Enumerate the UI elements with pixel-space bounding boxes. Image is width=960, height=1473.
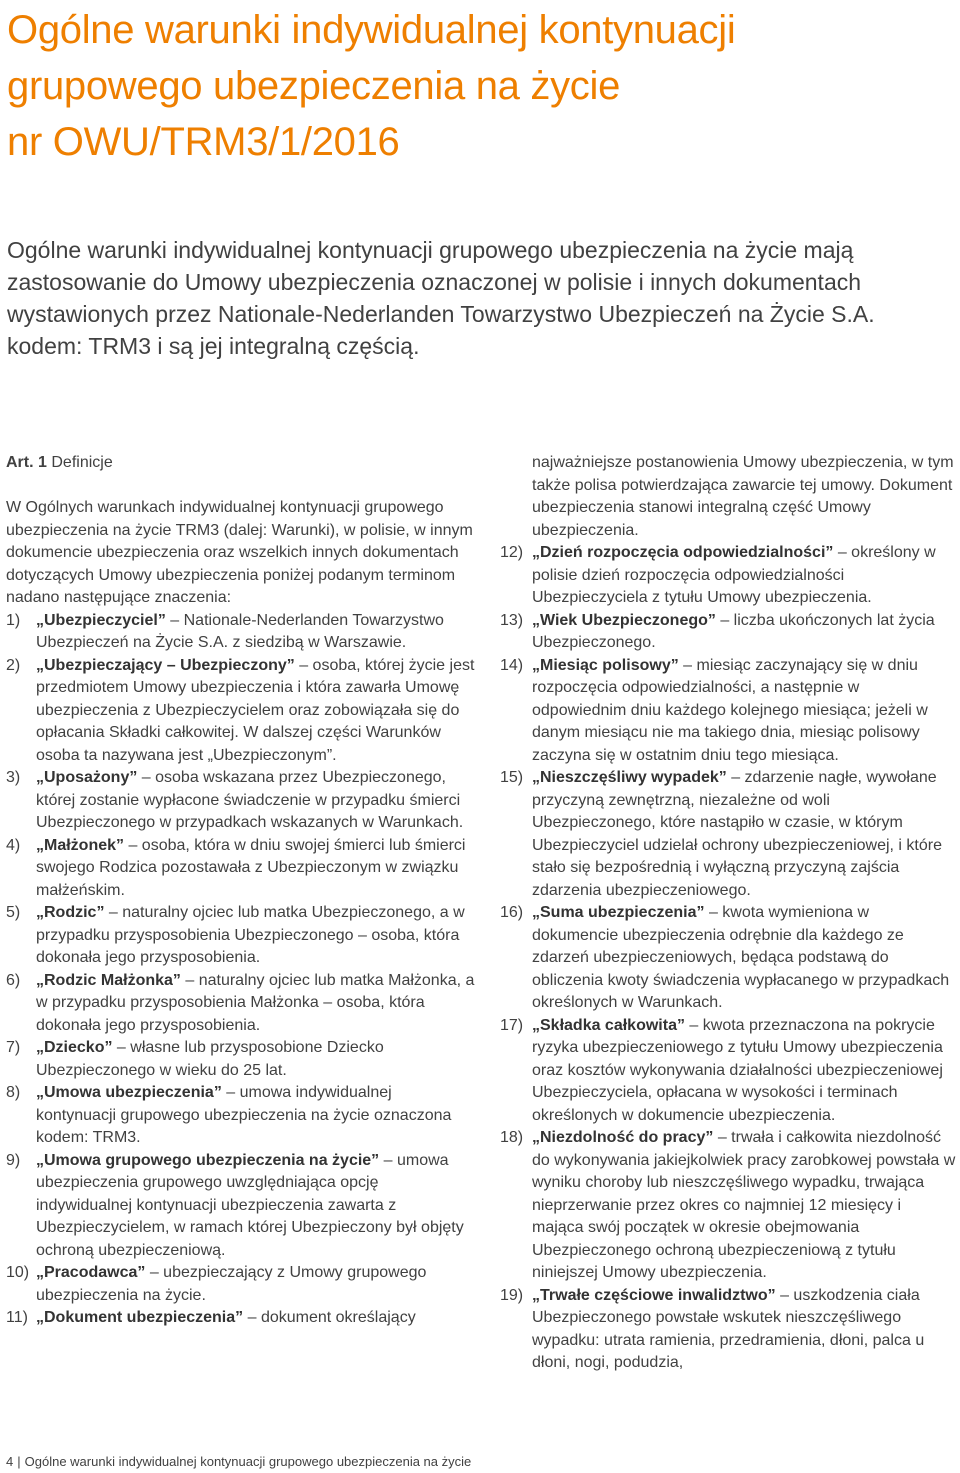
definition-number: 16) xyxy=(500,904,524,921)
definition-term: „Dokument ubezpieczenia” xyxy=(36,1309,244,1326)
definition-term: „Suma ubezpieczenia” xyxy=(532,904,705,921)
footer-separator: | xyxy=(17,1454,21,1469)
definition-text: – umowa ubezpieczenia grupowego uwzględniająca opcję indywidualnej kontynuacji ubezpieczenia zawarta z Ubezpieczycielem, w ramach której Ubezpieczony był objęty ochroną ubezpieczeniową. xyxy=(36,1151,464,1259)
definition-text: – dokument określający xyxy=(243,1309,416,1326)
definition-term: „Dziecko” xyxy=(36,1039,113,1056)
definition-text: – osoba, której życie jest przedmiotem Umowy ubezpieczenia i która zawarła Umowę ubezpieczenia z Ubezpieczycielem oraz zobowiązała się do opłacania Składki całkowitej. W dalszej części Warunków osoba ta nazywana jest „Ubezpieczonym”. xyxy=(36,656,475,764)
title-line: nr OWU/TRM3/1/2016 xyxy=(7,120,400,164)
definition-item xyxy=(500,655,956,768)
definition-term: „Wiek Ubezpieczonego” xyxy=(532,611,716,629)
definition-item xyxy=(6,1307,476,1330)
definition-item xyxy=(6,1082,476,1150)
definition-text: – naturalny ojciec lub matka Ubezpieczonego, a w przypadku przysposobienia Ubezpieczonego – osoba, która dokonała jego przysposobienia. xyxy=(36,904,465,966)
definition-number: 8) xyxy=(6,1084,21,1101)
title-line: grupowego ubezpieczenia na życie xyxy=(7,64,621,108)
definition-item xyxy=(6,835,476,903)
definitions-list-left xyxy=(6,610,476,1330)
definition-item xyxy=(6,902,476,970)
definition-term: „Pracodawca” xyxy=(36,1264,146,1281)
page-number: 4 xyxy=(6,1454,14,1469)
definition-number: 5) xyxy=(6,904,21,921)
lead-paragraph: Ogólne warunki indywidualnej kontynuacji grupowego ubezpieczenia na życie mają zastosowanie do Umowy ubezpieczenia oznaczonej w polisie i innych dokumentach wystawionych przez Nationale-Nederlanden Towarzystwo Ubezpieczeń na Życie S.A. kodem: TRM3 i są jej integralną częścią. xyxy=(7,237,875,359)
definition-text: – osoba, która w dniu swojej śmierci lub śmierci swojego Rodzica pozostawała z Ubezpieczonym w związku małżeńskim. xyxy=(36,836,466,899)
article-intro: W Ogólnych warunkach indywidualnej kontynuacji grupowego ubezpieczenia na życie TRM3 (dalej: Warunki), w polisie, w innym dokumencie ubezpieczenia oraz wszelkich innych dokumentach dotyczących Umowy ubezpieczenia poniżej podanym terminom nadano następujące znaczenia: xyxy=(6,499,473,606)
definition-item xyxy=(6,1262,476,1307)
definition-text: – kwota przeznaczona na pokrycie ryzyka ubezpieczeniowego z tytułu Umowy ubezpieczenia oraz kosztów wykonywania działalności ubezpieczeniowej Ubezpieczyciela, opłacana w wysokości i terminach określonych w dokumencie ubezpieczenia. xyxy=(532,1016,943,1124)
article-heading xyxy=(6,452,476,475)
definition-term: „Umowa ubezpieczenia” xyxy=(36,1084,222,1101)
definition-term: „Małżonek” xyxy=(36,836,125,854)
definition-item xyxy=(500,542,956,610)
definition-number: 4) xyxy=(6,836,21,854)
definition-item xyxy=(6,970,476,1038)
definition-number: 9) xyxy=(6,1151,21,1169)
definition-number: 11) xyxy=(6,1309,28,1326)
definition-term: „Rodzic Małżonka” xyxy=(36,971,181,989)
definition-number: 13) xyxy=(500,611,524,629)
definition-number: 15) xyxy=(500,769,524,786)
definition-item xyxy=(500,902,956,1015)
definition-number: 19) xyxy=(500,1286,524,1304)
definition-text: – kwota wymieniona w dokumencie ubezpieczenia odrębnie dla każdego ze zdarzeń ubezpieczeniowych, będąca podstawą do obliczenia kwoty świadczenia wypłacanego w przypadkach określonych w Warunkach. xyxy=(532,904,950,1011)
definition-text: – własne lub przysposobione Dziecko Ubezpieczonego w wieku do 25 lat. xyxy=(36,1039,384,1079)
definition-text: – określony w polisie dzień rozpoczęcia odpowiedzialności Ubezpieczyciela z tytułu Umowy ubezpieczenia. xyxy=(532,544,936,606)
definition-term: „Ubezpieczający – Ubezpieczony” xyxy=(36,656,295,674)
definition-term: „Nieszczęśliwy wypadek” xyxy=(532,769,727,786)
definition-term: „Rodzic” xyxy=(36,904,105,921)
definition-item xyxy=(500,610,956,655)
definition-text: – Nationale-Nederlanden Towarzystwo Ubezpieczeń na Życie S.A. z siedzibą w Warszawie. xyxy=(36,611,444,651)
definition-text: – osoba wskazana przez Ubezpieczonego, której zostanie wypłacone świadczenie w przypadku śmierci Ubezpieczonego w przypadkach wskazanych w Warunkach. xyxy=(36,769,464,831)
definition-number: 1) xyxy=(6,611,21,629)
article-title: Definicje xyxy=(51,454,113,471)
definition-text: – naturalny ojciec lub matka Małżonka, a w przypadku przysposobienia Małżonka – osoba, która dokonała jego przysposobienia. xyxy=(36,971,475,1034)
definition-term: „Niezdolność do pracy” xyxy=(532,1129,714,1146)
title-line: Ogólne warunki indywidualnej kontynuacji xyxy=(7,8,736,52)
definition-number: 17) xyxy=(500,1016,524,1034)
definition-text: – umowa indywidualnej kontynuacji grupowego ubezpieczenia na życie oznaczona kodem: TRM3. xyxy=(36,1084,452,1146)
page-footer xyxy=(6,1454,471,1470)
definitions-list-right xyxy=(500,542,956,1375)
definition-number: 6) xyxy=(6,971,21,989)
definition-term: „Składka całkowita” xyxy=(532,1016,685,1034)
definition-term: „Ubezpieczyciel” xyxy=(36,611,166,629)
left-column xyxy=(6,452,476,1330)
definition-item xyxy=(6,655,476,768)
definition-term: „Trwałe częściowe inwalidztwo” xyxy=(532,1286,776,1304)
right-column xyxy=(500,452,956,1375)
definition-number: 2) xyxy=(6,656,21,674)
definition-item xyxy=(6,610,476,655)
definition-term: „Miesiąc polisowy” xyxy=(532,656,679,674)
definition-number: 3) xyxy=(6,769,21,786)
definition-text: – ubezpieczający z Umowy grupowego ubezpieczenia na życie. xyxy=(36,1264,427,1304)
definition-item xyxy=(6,767,476,835)
definition-item xyxy=(500,1127,956,1285)
definition-number: 12) xyxy=(500,544,524,561)
definition-term: „Dzień rozpoczęcia odpowiedzialności” xyxy=(532,544,834,561)
definition-item xyxy=(500,767,956,902)
definition-continuation: najważniejsze postanowienia Umowy ubezpieczenia, w tym także polisa potwierdzająca zawarcie tej umowy. Dokument ubezpieczenia stanowi integralną część Umowy ubezpieczenia. xyxy=(532,454,954,539)
definition-number: 18) xyxy=(500,1129,524,1146)
definition-number: 10) xyxy=(6,1264,30,1281)
footer-text: Ogólne warunki indywidualnej kontynuacji grupowego ubezpieczenia na życie xyxy=(24,1454,472,1469)
definition-term: „Uposażony” xyxy=(36,769,138,786)
definition-text: – uszkodzenia ciała Ubezpieczonego powstałe wskutek nieszczęśliwego wypadku: utrata ramienia, przedramienia, dłoni, palca u dłoni, nogi, podudzia, xyxy=(532,1286,925,1371)
document-title xyxy=(7,2,947,170)
definition-text: – miesiąc zaczynający się w dniu rozpoczęcia odpowiedzialności, a następnie w odpowiednim dniu każdego kolejnego miesiąca; jeżeli w danym miesiącu nie ma takiego dnia, miesiąc polisowy zaczyna się w ostatnim dniu tego miesiąca. xyxy=(532,656,928,764)
definition-text: – liczba ukończonych lat życia Ubezpieczonego. xyxy=(532,611,935,651)
definition-number: 7) xyxy=(6,1039,21,1056)
definition-text: – trwała i całkowita niezdolność do wykonywania jakiejkolwiek pracy zarobkowej powstała w wyniku choroby lub nieszczęśliwego wypadku, trwająca nieprzerwanie przez okres co najmniej 12 miesięcy i mająca swój początek w okresie obejmowania Ubezpieczonego ochroną ubezpieczeniową z tytułu niniejszej Umowy ubezpieczenia. xyxy=(532,1129,956,1281)
definition-item xyxy=(6,1150,476,1263)
definition-text: – zdarzenie nagłe, wywołane przyczyną zewnętrzną, niezależne od woli Ubezpieczonego, które nastąpiło w czasie, w którym Ubezpieczyciel udzielał ochrony ubezpieczeniowej, i które stało się bezpośrednią i wyłączną przyczyną zajścia zdarzenia ubezpieczeniowego. xyxy=(532,769,942,899)
definition-number: 14) xyxy=(500,656,524,674)
definition-item xyxy=(500,1015,956,1128)
definition-item xyxy=(6,1037,476,1082)
article-label: Art. 1 xyxy=(6,454,47,471)
definition-term: „Umowa grupowego ubezpieczenia na życie” xyxy=(36,1151,380,1169)
definition-item xyxy=(500,1285,956,1375)
